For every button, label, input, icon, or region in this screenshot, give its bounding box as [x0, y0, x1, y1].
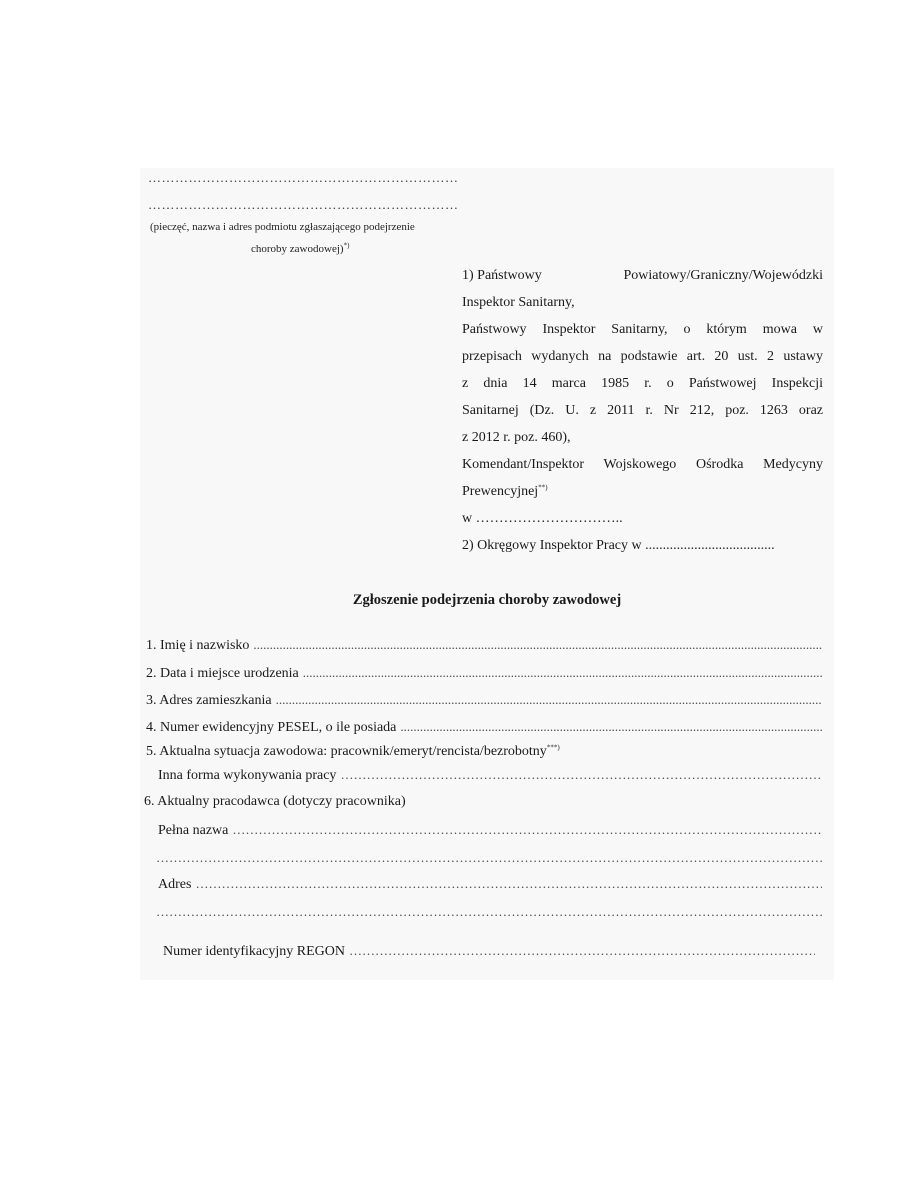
- field-address: [146, 692, 822, 709]
- footnote-mark: ***): [546, 743, 560, 752]
- field-employment-status: 5. Aktualna sytuacja zawodowa: pracownik/emeryt/rencista/bezrobotny***): [146, 743, 560, 759]
- addressee-para2-line2: przepisach wydanych na podstawie art. 20 ust. 2 ustawy: [462, 349, 823, 364]
- field-name: [146, 637, 822, 654]
- field-name-input[interactable]: [253, 637, 822, 653]
- addressee-para2-line3: z dnia 14 marca 1985 r. o Państwowej Inspekcji: [462, 376, 823, 391]
- stamp-caption: (pieczęć, nazwa i adres podmiotu zgłaszającego podejrzenie: [150, 221, 415, 233]
- addressee-block: [462, 262, 823, 559]
- field-employer-address-label: Adres: [158, 877, 192, 892]
- field-employer-name-label: Pełna nazwa: [158, 823, 229, 838]
- field-other-work-label: Inna forma wykonywania pracy: [158, 768, 337, 783]
- addressee-w-line: w …………………………..: [462, 511, 623, 526]
- field-pesel-label: 4. Numer ewidencyjny PESEL, o ile posiada: [146, 720, 397, 735]
- field-employer-address: [158, 876, 822, 893]
- addressee-para2-line5: z 2012 r. poz. 460),: [462, 430, 571, 445]
- field-birth-label: 2. Data i miejsce urodzenia: [146, 666, 299, 681]
- field-other-work: [158, 767, 822, 784]
- addressee-line-1: 1) Państwowy Powiatowy/Graniczny/Wojewódzki: [462, 268, 823, 283]
- field-employer-name-input-2[interactable]: [156, 850, 822, 866]
- field-regon: [163, 943, 815, 960]
- field-address-input[interactable]: [276, 692, 822, 708]
- field-employer-name-input[interactable]: [232, 822, 822, 838]
- field-regon-input[interactable]: [349, 943, 815, 959]
- addressee-line-2: Inspektor Sanitarny,: [462, 295, 575, 310]
- stamp-caption-continued: choroby zawodowej)*): [251, 241, 350, 255]
- field-employer-name-cont: [156, 850, 822, 866]
- addressee-para2-line1: Państwowy Inspektor Sanitarny, o którym mowa w: [462, 322, 823, 337]
- field-pesel: [146, 719, 822, 736]
- field-employer-heading: 6. Aktualny pracodawca (dotyczy pracownika): [144, 794, 406, 809]
- field-birth-input[interactable]: [303, 665, 822, 681]
- footnote-mark: *): [343, 241, 350, 250]
- field-regon-label: Numer identyfikacyjny REGON: [163, 944, 345, 959]
- field-name-label: 1. Imię i nazwisko: [146, 638, 250, 653]
- stamp-line-2: ……………………………………………………………: [148, 197, 459, 212]
- field-employer-address-input-2[interactable]: [156, 904, 822, 920]
- addressee-para3-line1: Komendant/Inspektor Wojskowego Ośrodka Medycyny: [462, 457, 823, 472]
- footnote-mark: **): [538, 483, 548, 492]
- field-pesel-input[interactable]: [400, 719, 822, 735]
- form-title: Zgłoszenie podejrzenia choroby zawodowej: [352, 592, 622, 608]
- field-employer-name: [158, 822, 822, 839]
- field-birth: [146, 665, 822, 682]
- addressee-item-2: 2) Okręgowy Inspektor Pracy w .....................................: [462, 538, 775, 553]
- field-other-work-input[interactable]: [340, 767, 822, 783]
- stamp-line-1: ……………………………………………………………: [148, 170, 459, 185]
- addressee-para2-line4: Sanitarnej (Dz. U. z 2011 r. Nr 212, poz. 1263 oraz: [462, 403, 823, 418]
- field-address-label: 3. Adres zamieszkania: [146, 693, 272, 708]
- field-employer-address-cont: [156, 904, 822, 920]
- field-employer-address-input[interactable]: [195, 876, 822, 892]
- addressee-para3-line2: Prewencyjnej**): [462, 483, 548, 499]
